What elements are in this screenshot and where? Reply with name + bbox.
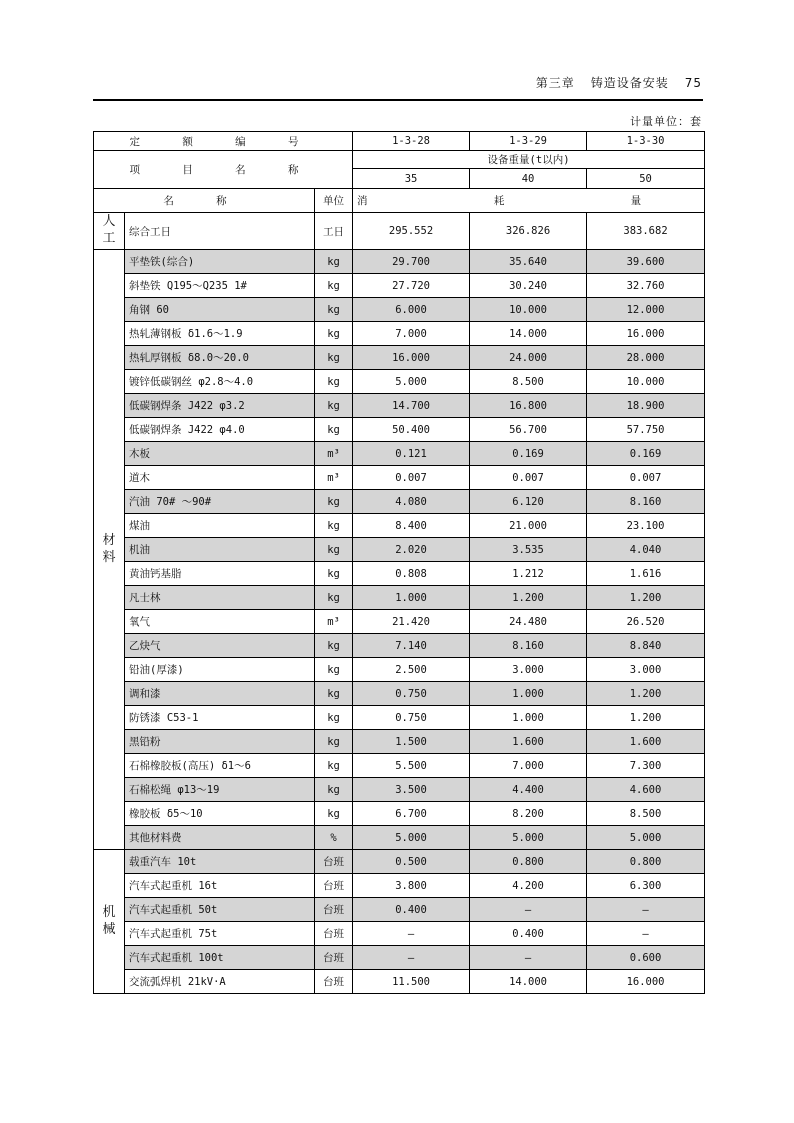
item-unit: kg [315,754,353,778]
item-value-3: 16.000 [587,322,705,346]
item-value-3: 28.000 [587,346,705,370]
item-name: 调和漆 [125,682,315,706]
item-value-2: 30.240 [470,274,587,298]
item-value-2: 1.600 [470,730,587,754]
item-value-3: 0.169 [587,442,705,466]
item-unit: kg [315,538,353,562]
item-unit: m³ [315,610,353,634]
item-unit: kg [315,370,353,394]
item-name: 机油 [125,538,315,562]
item-unit: kg [315,250,353,274]
item-name-row [94,151,705,169]
item-name: 热轧薄钢板 δ1.6～1.9 [125,322,315,346]
item-unit: 台班 [315,874,353,898]
table-row [94,562,705,586]
item-value-3: 8.160 [587,490,705,514]
item-value-2: 3.000 [470,658,587,682]
item-unit: kg [315,706,353,730]
item-value-1: 7.000 [353,322,470,346]
item-unit: 台班 [315,946,353,970]
quota-code-2: 1-3-29 [470,132,587,151]
item-value-1: 27.720 [353,274,470,298]
item-name: 低碳钢焊条 J422 φ3.2 [125,394,315,418]
table-row [94,490,705,514]
item-value-1: 0.007 [353,466,470,490]
table-row [94,514,705,538]
item-value-3: 18.900 [587,394,705,418]
item-name: 黄油钙基脂 [125,562,315,586]
table-row [94,874,705,898]
item-value-3: 8.840 [587,634,705,658]
item-name: 汽车式起重机 16t [125,874,315,898]
table-row [94,850,705,874]
item-value-1: 3.500 [353,778,470,802]
item-value-3: 5.000 [587,826,705,850]
item-value-1: 0.121 [353,442,470,466]
table-row [94,682,705,706]
item-value-1: 8.400 [353,514,470,538]
weight-3: 50 [587,169,705,189]
item-value-1: 0.750 [353,706,470,730]
table-row [94,538,705,562]
item-unit: kg [315,562,353,586]
item-value-2: — [470,898,587,922]
item-value-3: 1.200 [587,682,705,706]
page-number: 75 [684,76,702,90]
item-name: 交流弧焊机 21kV·A [125,970,315,994]
header-rule [93,99,703,101]
item-value-2: 3.535 [470,538,587,562]
unit-label: 计量单位：套 [630,115,702,128]
unit-header: 单位 [315,189,353,213]
item-value-1: 0.750 [353,682,470,706]
item-value-3: 32.760 [587,274,705,298]
item-value-2: 14.000 [470,322,587,346]
item-unit: % [315,826,353,850]
item-unit: kg [315,514,353,538]
item-name: 木板 [125,442,315,466]
quota-table [93,131,705,994]
item-value-1: 5.000 [353,826,470,850]
quota-code-3: 1-3-30 [587,132,705,151]
item-name: 乙炔气 [125,634,315,658]
item-name: 镀锌低碳钢丝 φ2.8～4.0 [125,370,315,394]
item-value-3: 4.600 [587,778,705,802]
item-value-2: 7.000 [470,754,587,778]
item-value-3: 4.040 [587,538,705,562]
category-labor: 人工 [94,213,125,250]
table-row [94,394,705,418]
item-name: 煤油 [125,514,315,538]
item-value-3: 7.300 [587,754,705,778]
item-value-3: — [587,922,705,946]
item-unit: kg [315,634,353,658]
item-name: 橡胶板 δ5～10 [125,802,315,826]
item-value-3: 0.800 [587,850,705,874]
item-value-2: 6.120 [470,490,587,514]
item-value-2: — [470,946,587,970]
table-row [94,730,705,754]
item-unit: kg [315,658,353,682]
chapter-label: 第三章 [535,76,575,90]
item-name: 其他材料费 [125,826,315,850]
item-value-1: — [353,946,470,970]
item-value-1: 295.552 [353,213,470,250]
item-name: 汽油 70# ～90# [125,490,315,514]
item-value-3: 57.750 [587,418,705,442]
item-value-2: 1.000 [470,706,587,730]
category-machine: 机械 [94,850,125,994]
item-value-1: 29.700 [353,250,470,274]
item-value-2: 8.500 [470,370,587,394]
item-unit: 台班 [315,922,353,946]
item-value-1: 21.420 [353,610,470,634]
item-value-1: 6.700 [353,802,470,826]
table-row [94,634,705,658]
item-value-1: 0.808 [353,562,470,586]
item-name: 斜垫铁 Q195～Q235 1# [125,274,315,298]
item-value-2: 4.400 [470,778,587,802]
item-value-2: 24.480 [470,610,587,634]
table-row [94,970,705,994]
weight-label: 设备重量(t以内) [353,151,705,169]
item-value-3: 0.007 [587,466,705,490]
item-value-3: 1.200 [587,706,705,730]
item-unit: kg [315,322,353,346]
running-header [520,74,702,91]
item-value-2: 1.000 [470,682,587,706]
table-row [94,442,705,466]
quota-code-row [94,132,705,151]
table-row [94,610,705,634]
item-unit: kg [315,802,353,826]
table-row [94,658,705,682]
item-name: 汽车式起重机 75t [125,922,315,946]
name-header: 名 称 [94,189,315,213]
item-value-3: 1.200 [587,586,705,610]
item-value-2: 0.007 [470,466,587,490]
table-row [94,370,705,394]
item-name: 汽车式起重机 50t [125,898,315,922]
item-name: 防锈漆 C53-1 [125,706,315,730]
item-unit: kg [315,490,353,514]
item-value-3: 1.616 [587,562,705,586]
item-value-3: 8.500 [587,802,705,826]
item-value-2: 0.800 [470,850,587,874]
item-value-2: 1.200 [470,586,587,610]
item-value-3: 12.000 [587,298,705,322]
table-row [94,778,705,802]
item-value-2: 4.200 [470,874,587,898]
quota-code-label: 定 额 编 号 [94,132,353,151]
table-row [94,898,705,922]
item-value-1: 0.400 [353,898,470,922]
item-name: 平垫铁(综合) [125,250,315,274]
consumption-header: 消 耗 量 [353,189,705,213]
column-header-row [94,189,705,213]
item-value-3: 6.300 [587,874,705,898]
chapter-title: 铸造设备安装 [590,76,669,90]
table-row [94,706,705,730]
table-row [94,946,705,970]
item-unit: 台班 [315,898,353,922]
item-value-2: 326.826 [470,213,587,250]
item-value-1: 5.500 [353,754,470,778]
item-value-1: 6.000 [353,298,470,322]
item-value-1: — [353,922,470,946]
item-value-2: 1.212 [470,562,587,586]
item-value-1: 3.800 [353,874,470,898]
item-value-1: 11.500 [353,970,470,994]
item-unit: kg [315,418,353,442]
item-value-3: 0.600 [587,946,705,970]
table-row [94,586,705,610]
item-value-2: 10.000 [470,298,587,322]
item-value-2: 24.000 [470,346,587,370]
weight-1: 35 [353,169,470,189]
item-value-3: — [587,898,705,922]
item-value-1: 2.020 [353,538,470,562]
item-value-3: 1.600 [587,730,705,754]
item-value-3: 10.000 [587,370,705,394]
item-value-1: 4.080 [353,490,470,514]
item-name: 石棉松绳 φ13～19 [125,778,315,802]
item-value-2: 8.160 [470,634,587,658]
item-value-2: 21.000 [470,514,587,538]
table-row [94,250,705,274]
item-unit: 台班 [315,850,353,874]
item-value-2: 5.000 [470,826,587,850]
item-value-2: 0.400 [470,922,587,946]
item-name: 道木 [125,466,315,490]
table-row [94,802,705,826]
item-unit: kg [315,298,353,322]
item-value-2: 16.800 [470,394,587,418]
item-value-1: 50.400 [353,418,470,442]
item-unit: kg [315,274,353,298]
item-unit: kg [315,586,353,610]
table-row [94,213,705,250]
item-name: 黑铅粉 [125,730,315,754]
table-row [94,826,705,850]
table-row [94,754,705,778]
item-name: 热轧厚钢板 δ8.0～20.0 [125,346,315,370]
item-value-3: 39.600 [587,250,705,274]
item-value-2: 35.640 [470,250,587,274]
item-value-1: 0.500 [353,850,470,874]
item-unit: kg [315,730,353,754]
item-value-2: 14.000 [470,970,587,994]
item-value-1: 1.000 [353,586,470,610]
quota-code-1: 1-3-28 [353,132,470,151]
item-value-3: 23.100 [587,514,705,538]
table-row [94,922,705,946]
table-row [94,418,705,442]
item-value-3: 26.520 [587,610,705,634]
item-value-1: 1.500 [353,730,470,754]
item-value-2: 56.700 [470,418,587,442]
item-unit: kg [315,346,353,370]
item-unit: 工日 [315,213,353,250]
item-value-1: 2.500 [353,658,470,682]
item-name-label: 项 目 名 称 [94,151,353,189]
item-value-2: 8.200 [470,802,587,826]
item-value-3: 383.682 [587,213,705,250]
item-unit: m³ [315,442,353,466]
category-material: 材料 [94,250,125,850]
item-unit: kg [315,682,353,706]
table-row [94,274,705,298]
item-name: 铅油(厚漆) [125,658,315,682]
item-value-2: 0.169 [470,442,587,466]
item-unit: 台班 [315,970,353,994]
item-name: 综合工日 [125,213,315,250]
item-value-3: 16.000 [587,970,705,994]
item-name: 汽车式起重机 100t [125,946,315,970]
item-value-1: 14.700 [353,394,470,418]
item-value-1: 7.140 [353,634,470,658]
table-row [94,466,705,490]
item-name: 凡士林 [125,586,315,610]
item-name: 氧气 [125,610,315,634]
table-row [94,346,705,370]
item-value-1: 5.000 [353,370,470,394]
item-value-1: 16.000 [353,346,470,370]
item-unit: kg [315,778,353,802]
table-row [94,298,705,322]
weight-2: 40 [470,169,587,189]
item-value-3: 3.000 [587,658,705,682]
item-name: 载重汽车 10t [125,850,315,874]
item-unit: kg [315,394,353,418]
item-name: 石棉橡胶板(高压) δ1～6 [125,754,315,778]
item-name: 低碳钢焊条 J422 φ4.0 [125,418,315,442]
item-unit: m³ [315,466,353,490]
table-row [94,322,705,346]
item-name: 角钢 60 [125,298,315,322]
